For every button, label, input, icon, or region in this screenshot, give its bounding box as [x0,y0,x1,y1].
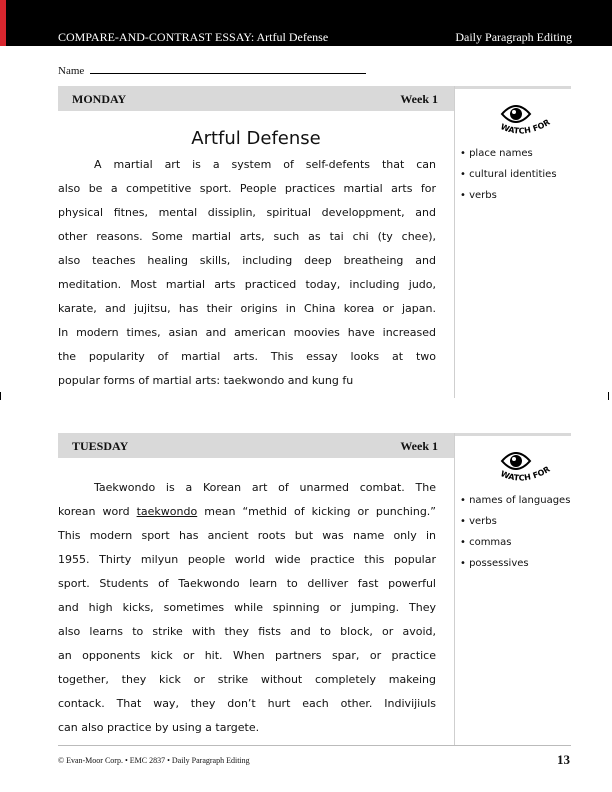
watch-for-item: • possessives [460,553,570,574]
tuesday-watch-for-badge [480,447,560,491]
watch-for-label: WATCH FOR [499,464,552,483]
paragraph-line: also learns to strike with they fists and to block, or avoid, [58,625,436,638]
paragraph-line: also teaches healing skills, including deep breatheing and [58,254,436,267]
name-field-line [90,73,366,74]
paragraph-line: physical fitnes, mental dissiplin, spiritual developpment, and [58,206,436,219]
tuesday-week-label: Week 1 [400,439,438,453]
paragraph-line: the popularity of martial arts. This essay looks at two [58,350,436,363]
header-title: COMPARE-AND-CONTRAST ESSAY: Artful Defense [58,30,329,44]
monday-day-label: MONDAY [72,92,127,106]
paragraph-line: and high kicks, sometimes while spinning or jumping. They [58,601,436,614]
header-accent [0,0,6,46]
copyright-line: © Evan-Moor Corp. • EMC 2837 • Daily Paragraph Editing [58,756,250,765]
paragraph-line: korean word taekwondo mean “methid of kicking or punching.” [58,505,437,518]
watch-for-item: • cultural identities [460,164,557,185]
monday-divider [454,86,455,398]
page-number: 13 [557,752,570,767]
paragraph-line: karate, and jujitsu, has their origins in China korea or japan. [58,302,436,315]
monday-bar [58,86,454,111]
watch-for-item: • place names [460,143,557,164]
paragraph-line: Taekwondo is a Korean art of unarmed combat. The [94,481,436,494]
paragraph-line: can also practice by using a targete. [58,721,260,734]
eye-icon [480,447,560,491]
margin-tick-right [608,392,609,400]
tuesday-side-rule [454,433,571,436]
paragraph-line: 1955. Thirty milyun people world wide practice this popular [58,553,436,566]
tuesday-paragraph [58,476,436,740]
footer-rule [58,745,571,746]
monday-watch-for-badge [480,100,560,144]
name-label: Name [58,65,85,77]
margin-tick-left [0,392,1,400]
paragraph-line: other reasons. Some martial arts, such as tai chi (ty chee), [58,230,436,243]
paragraph-line: In modern times, asian and american moovies have increased [58,326,436,339]
header-series: Daily Paragraph Editing [455,30,572,44]
tuesday-bar [58,433,454,458]
eye-icon [480,100,560,144]
paragraph-line: contack. That way, they don’t hurt each other. Indivijiuls [58,697,436,710]
paragraph-line: an opponents kick or hit. When partners spar, or practice [58,649,436,662]
watch-for-label: WATCH FOR [499,117,552,136]
monday-side-rule [454,86,571,89]
watch-for-item: • commas [460,532,570,553]
monday-week-label: Week 1 [400,92,438,106]
paragraph-line: popular forms of martial arts: taekwondo and kung fu [58,374,354,387]
paragraph-line: A martial art is a system of self-defents that can [94,158,436,171]
watch-for-item: • verbs [460,185,557,206]
paragraph-line: This modern sport has ancient roots but was name only in [58,529,436,542]
paragraph-line: also be a competitive sport. People practices martial arts for [58,182,436,195]
underlined-word: taekwondo [136,505,198,518]
tuesday-day-label: TUESDAY [72,439,129,453]
tuesday-divider [454,433,455,745]
watch-for-item: • verbs [460,511,570,532]
essay-title: Artful Defense [191,128,321,149]
tuesday-watch-list [460,490,570,574]
paragraph-line: sport. Students of Taekwondo learn to delliver fast powerful [58,577,436,590]
monday-watch-list [460,143,557,206]
page-header [0,0,612,46]
paragraph-line: meditation. Most martial arts practiced today, including judo, [58,278,436,291]
watch-for-item: • names of languages [460,490,570,511]
paragraph-line: together, they kick or strike without completely makeing [58,673,436,686]
monday-paragraph [58,153,436,393]
